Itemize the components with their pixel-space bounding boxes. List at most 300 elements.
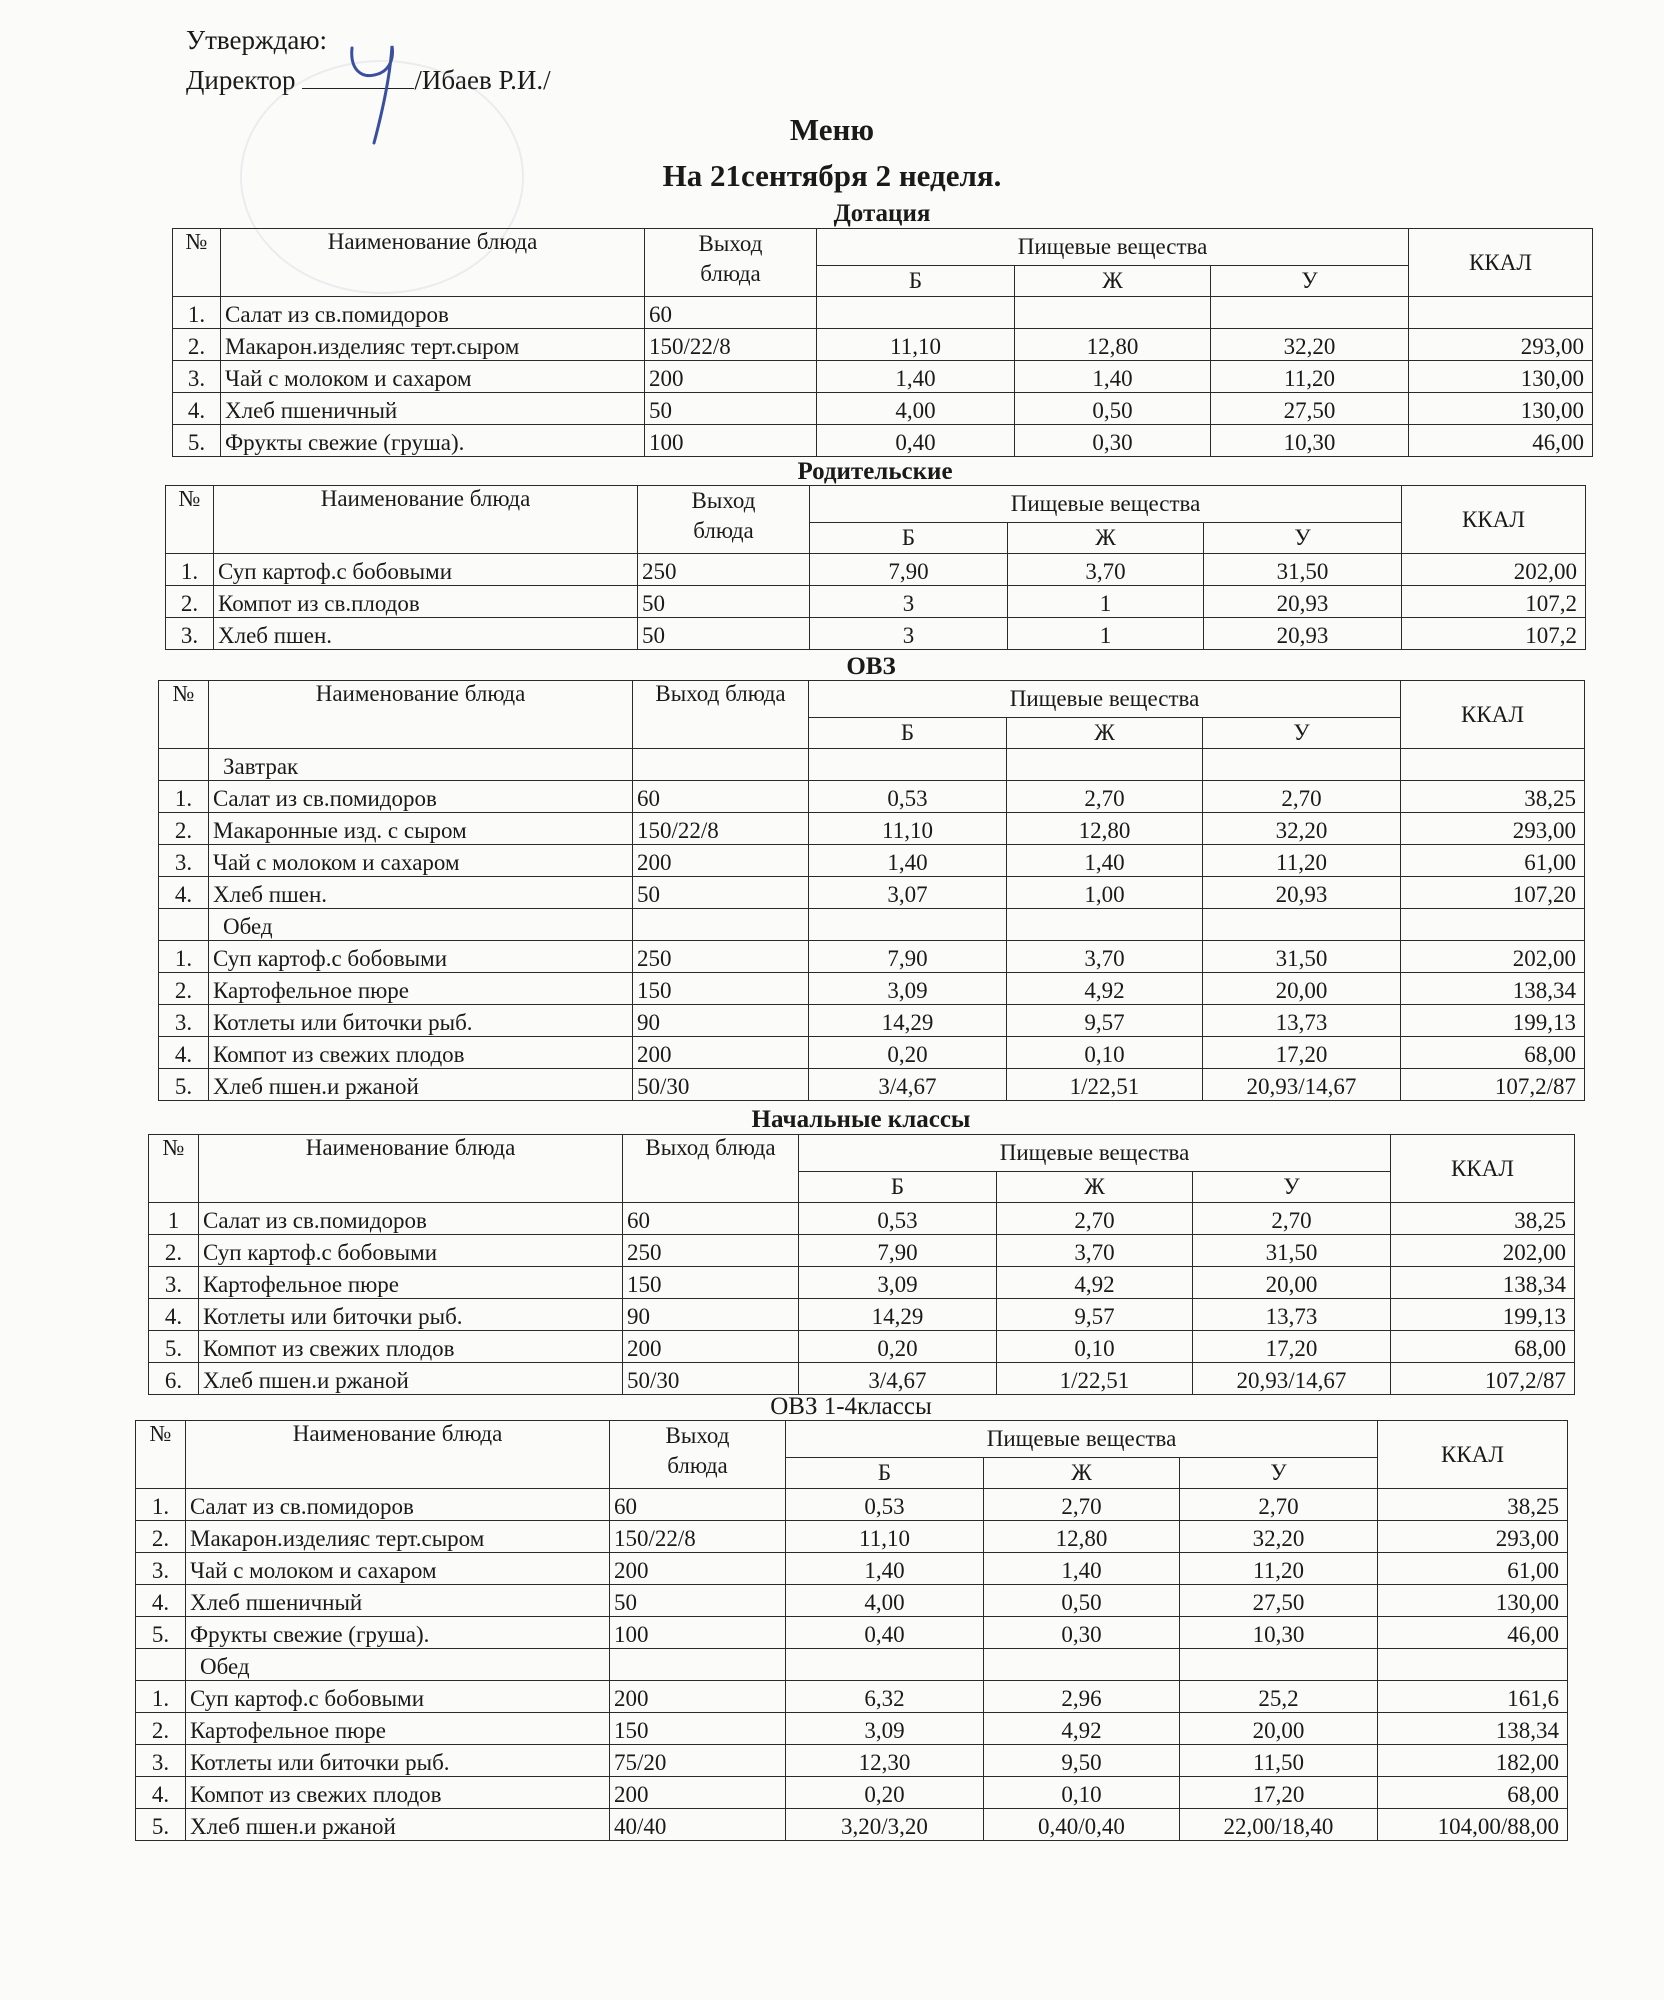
dish-name: Фрукты свежие (груша).: [221, 425, 645, 457]
director-name: /Ибаев Р.И./: [414, 65, 551, 95]
table-row: [166, 586, 1586, 618]
dish-name: Обед: [186, 1649, 610, 1681]
section-title: ОВЗ 1-4классы: [770, 1393, 932, 1420]
row-number: 1.: [173, 297, 221, 329]
protein-value: [786, 1649, 984, 1681]
dish-name: Фрукты свежие (груша).: [186, 1617, 610, 1649]
kcal-value: 61,00: [1378, 1553, 1568, 1585]
kcal-value: 199,13: [1401, 1005, 1585, 1037]
dish-yield: 150/22/8: [645, 329, 817, 361]
table-row: [159, 813, 1585, 845]
row-number: 2.: [136, 1713, 186, 1745]
row-number: 3.: [159, 1005, 209, 1037]
table-row: [136, 1585, 1568, 1617]
kcal-value: 130,00: [1409, 393, 1593, 425]
meal-group-row: [159, 749, 1585, 781]
carb-value: 31,50: [1203, 941, 1401, 973]
col-header-kcal: ККАЛ: [1401, 681, 1585, 749]
dish-yield: 150: [633, 973, 809, 1005]
dish-name: Завтрак: [209, 749, 633, 781]
kcal-value: 107,2: [1402, 618, 1586, 650]
table-row: [173, 297, 1593, 329]
dish-name: Салат из св.помидоров: [209, 781, 633, 813]
col-header-zh: Ж: [1008, 523, 1204, 554]
col-header-name: Наименование блюда: [221, 229, 645, 297]
dish-name: Хлеб пшен.: [214, 618, 638, 650]
fat-value: 1,00: [1007, 877, 1203, 909]
table-row: [149, 1235, 1575, 1267]
fat-value: 9,57: [1007, 1005, 1203, 1037]
table-row: [159, 845, 1585, 877]
table-row: [173, 329, 1593, 361]
kcal-value: 107,2: [1402, 586, 1586, 618]
dish-name: Салат из св.помидоров: [221, 297, 645, 329]
col-header-nutrients: Пищевые вещества: [799, 1135, 1391, 1172]
col-header-u: У: [1193, 1172, 1391, 1203]
dish-yield: 250: [633, 941, 809, 973]
table-row: [136, 1681, 1568, 1713]
col-header-b: Б: [809, 718, 1007, 749]
section-title: Начальные классы: [751, 1106, 971, 1133]
carb-value: 27,50: [1180, 1585, 1378, 1617]
protein-value: 3,09: [786, 1713, 984, 1745]
fat-value: 0,10: [984, 1777, 1180, 1809]
kcal-value: [1378, 1649, 1568, 1681]
table-row: [149, 1363, 1575, 1395]
dish-yield: 200: [610, 1777, 786, 1809]
protein-value: 1,40: [817, 361, 1015, 393]
dish-yield: 60: [623, 1203, 799, 1235]
protein-value: 4,00: [817, 393, 1015, 425]
table-row: [149, 1203, 1575, 1235]
kcal-value: 38,25: [1401, 781, 1585, 813]
dish-yield: 100: [610, 1617, 786, 1649]
table-row: [136, 1713, 1568, 1745]
dish-name: Чай с молоком и сахаром: [221, 361, 645, 393]
carb-value: 20,00: [1203, 973, 1401, 1005]
table-row: [136, 1489, 1568, 1521]
row-number: 5.: [159, 1069, 209, 1101]
dish-name: Макарон.изделияс терт.сыром: [186, 1521, 610, 1553]
dish-yield: 60: [633, 781, 809, 813]
kcal-value: 202,00: [1402, 554, 1586, 586]
dish-yield: 150/22/8: [633, 813, 809, 845]
table-row: [149, 1299, 1575, 1331]
col-header-u: У: [1203, 718, 1401, 749]
fat-value: 0,50: [1015, 393, 1211, 425]
kcal-value: 293,00: [1409, 329, 1593, 361]
fat-value: 1: [1008, 586, 1204, 618]
carb-value: 31,50: [1204, 554, 1402, 586]
fat-value: 0,30: [1015, 425, 1211, 457]
kcal-value: 202,00: [1401, 941, 1585, 973]
row-number: 1: [149, 1203, 199, 1235]
page-subtitle: На 21сентября 2 неделя.: [662, 158, 1002, 193]
kcal-value: 68,00: [1401, 1037, 1585, 1069]
protein-value: 0,40: [817, 425, 1015, 457]
col-header-num: №: [173, 229, 221, 297]
table-row: [136, 1521, 1568, 1553]
director-prefix: Директор: [186, 65, 296, 95]
dish-yield: 250: [623, 1235, 799, 1267]
kcal-value: 46,00: [1378, 1617, 1568, 1649]
dish-yield: 50: [638, 618, 810, 650]
dish-yield: 200: [633, 1037, 809, 1069]
dish-yield: [633, 909, 809, 941]
row-number: 2.: [149, 1235, 199, 1267]
carb-value: 20,93/14,67: [1203, 1069, 1401, 1101]
dish-yield: 200: [633, 845, 809, 877]
kcal-value: 293,00: [1378, 1521, 1568, 1553]
row-number: 6.: [149, 1363, 199, 1395]
table-row: [166, 618, 1586, 650]
dish-name: Суп картоф.с бобовыми: [214, 554, 638, 586]
dish-name: Суп картоф.с бобовыми: [209, 941, 633, 973]
fat-value: 3,70: [1008, 554, 1204, 586]
protein-value: 4,00: [786, 1585, 984, 1617]
protein-value: 11,10: [817, 329, 1015, 361]
carb-value: 11,50: [1180, 1745, 1378, 1777]
fat-value: 1,40: [984, 1553, 1180, 1585]
dish-yield: 90: [623, 1299, 799, 1331]
fat-value: 9,57: [997, 1299, 1193, 1331]
carb-value: 11,20: [1180, 1553, 1378, 1585]
col-header-u: У: [1180, 1458, 1378, 1489]
fat-value: 12,80: [984, 1521, 1180, 1553]
dish-yield: 200: [610, 1681, 786, 1713]
fat-value: 2,70: [1007, 781, 1203, 813]
protein-value: 14,29: [809, 1005, 1007, 1037]
row-number: 5.: [136, 1617, 186, 1649]
row-number: 5.: [136, 1809, 186, 1841]
dish-yield: 100: [645, 425, 817, 457]
kcal-value: 38,25: [1378, 1489, 1568, 1521]
table-row: [136, 1617, 1568, 1649]
fat-value: [1015, 297, 1211, 329]
carb-value: 20,93: [1204, 586, 1402, 618]
col-header-u: У: [1204, 523, 1402, 554]
dish-yield: 60: [645, 297, 817, 329]
dish-name: Картофельное пюре: [209, 973, 633, 1005]
table-row: [173, 361, 1593, 393]
dish-name: Чай с молоком и сахаром: [209, 845, 633, 877]
dish-name: Макарон.изделияс терт.сыром: [221, 329, 645, 361]
dish-name: Хлеб пшеничный: [221, 393, 645, 425]
carb-value: 20,93: [1203, 877, 1401, 909]
dish-yield: 50: [638, 586, 810, 618]
col-header-yield: Выход блюда: [610, 1421, 786, 1489]
protein-value: 1,40: [786, 1553, 984, 1585]
kcal-value: 138,34: [1401, 973, 1585, 1005]
carb-value: 11,20: [1203, 845, 1401, 877]
kcal-value: 68,00: [1378, 1777, 1568, 1809]
col-header-nutrients: Пищевые вещества: [810, 486, 1402, 523]
dish-yield: 50: [610, 1585, 786, 1617]
row-number: 2.: [159, 813, 209, 845]
fat-value: 2,70: [997, 1203, 1193, 1235]
kcal-value: 68,00: [1391, 1331, 1575, 1363]
col-header-zh: Ж: [1015, 266, 1211, 297]
fat-value: 1/22,51: [1007, 1069, 1203, 1101]
dish-name: Котлеты или биточки рыб.: [199, 1299, 623, 1331]
row-number: 2.: [173, 329, 221, 361]
dish-name: Хлеб пшен.и ржаной: [186, 1809, 610, 1841]
section-title: Дотация: [833, 200, 931, 227]
protein-value: 3/4,67: [809, 1069, 1007, 1101]
fat-value: 12,80: [1007, 813, 1203, 845]
row-number: 4.: [136, 1777, 186, 1809]
carb-value: 2,70: [1193, 1203, 1391, 1235]
protein-value: 6,32: [786, 1681, 984, 1713]
protein-value: 7,90: [799, 1235, 997, 1267]
protein-value: 3,20/3,20: [786, 1809, 984, 1841]
fat-value: 4,92: [1007, 973, 1203, 1005]
carb-value: 13,73: [1193, 1299, 1391, 1331]
table-row: [166, 554, 1586, 586]
dish-yield: [633, 749, 809, 781]
row-number: 3.: [159, 845, 209, 877]
dish-name: Суп картоф.с бобовыми: [199, 1235, 623, 1267]
row-number: 4.: [173, 393, 221, 425]
col-header-kcal: ККАЛ: [1409, 229, 1593, 297]
menu-table: [165, 485, 1586, 650]
protein-value: 0,20: [799, 1331, 997, 1363]
dish-yield: 150/22/8: [610, 1521, 786, 1553]
kcal-value: 107,20: [1401, 877, 1585, 909]
protein-value: 3: [810, 618, 1008, 650]
col-header-u: У: [1211, 266, 1409, 297]
protein-value: 0,40: [786, 1617, 984, 1649]
table-row: [159, 973, 1585, 1005]
carb-value: 20,00: [1180, 1713, 1378, 1745]
row-number: 3.: [173, 361, 221, 393]
dish-yield: 200: [645, 361, 817, 393]
carb-value: [1180, 1649, 1378, 1681]
table-header-row: [159, 681, 1585, 718]
row-number: [159, 909, 209, 941]
carb-value: 20,93/14,67: [1193, 1363, 1391, 1395]
table-row: [173, 393, 1593, 425]
kcal-value: 46,00: [1409, 425, 1593, 457]
fat-value: [1007, 749, 1203, 781]
protein-value: 0,53: [809, 781, 1007, 813]
fat-value: 4,92: [984, 1713, 1180, 1745]
dish-name: Котлеты или биточки рыб.: [209, 1005, 633, 1037]
kcal-value: [1409, 297, 1593, 329]
col-header-nutrients: Пищевые вещества: [817, 229, 1409, 266]
carb-value: 20,93: [1204, 618, 1402, 650]
dish-yield: 40/40: [610, 1809, 786, 1841]
protein-value: 7,90: [809, 941, 1007, 973]
col-header-kcal: ККАЛ: [1402, 486, 1586, 554]
carb-value: [1211, 297, 1409, 329]
menu-table: [135, 1420, 1568, 1841]
carb-value: [1203, 749, 1401, 781]
dish-yield: 50: [633, 877, 809, 909]
carb-value: 20,00: [1193, 1267, 1391, 1299]
section-title: ОВЗ: [846, 653, 896, 680]
col-header-num: №: [149, 1135, 199, 1203]
table-row: [159, 877, 1585, 909]
meal-group-row: [159, 909, 1585, 941]
dish-yield: 75/20: [610, 1745, 786, 1777]
row-number: 3.: [149, 1267, 199, 1299]
dish-name: Обед: [209, 909, 633, 941]
col-header-yield: Выход блюда: [645, 229, 817, 297]
carb-value: 32,20: [1180, 1521, 1378, 1553]
col-header-name: Наименование блюда: [214, 486, 638, 554]
dish-name: Котлеты или биточки рыб.: [186, 1745, 610, 1777]
table-header-row: [173, 229, 1593, 266]
carb-value: 2,70: [1203, 781, 1401, 813]
kcal-value: 138,34: [1391, 1267, 1575, 1299]
row-number: 1.: [159, 941, 209, 973]
carb-value: 22,00/18,40: [1180, 1809, 1378, 1841]
approve-label: Утверждаю:: [186, 25, 328, 55]
row-number: 5.: [173, 425, 221, 457]
dish-yield: 200: [610, 1553, 786, 1585]
row-number: 3.: [136, 1553, 186, 1585]
kcal-value: 130,00: [1409, 361, 1593, 393]
carb-value: 27,50: [1211, 393, 1409, 425]
kcal-value: 104,00/88,00: [1378, 1809, 1568, 1841]
col-header-yield: Выход блюда: [623, 1135, 799, 1203]
col-header-zh: Ж: [984, 1458, 1180, 1489]
kcal-value: 202,00: [1391, 1235, 1575, 1267]
col-header-nutrients: Пищевые вещества: [786, 1421, 1378, 1458]
dish-name: Макаронные изд. с сыром: [209, 813, 633, 845]
table-row: [136, 1809, 1568, 1841]
table-row: [136, 1745, 1568, 1777]
row-number: 1.: [166, 554, 214, 586]
carb-value: 25,2: [1180, 1681, 1378, 1713]
dish-name: Хлеб пшеничный: [186, 1585, 610, 1617]
col-header-zh: Ж: [997, 1172, 1193, 1203]
row-number: 5.: [149, 1331, 199, 1363]
carb-value: [1203, 909, 1401, 941]
row-number: 4.: [159, 877, 209, 909]
page-title: Меню: [789, 112, 875, 147]
protein-value: 7,90: [810, 554, 1008, 586]
table-row: [173, 425, 1593, 457]
row-number: 2.: [166, 586, 214, 618]
protein-value: [809, 909, 1007, 941]
dish-name: Компот из свежих плодов: [186, 1777, 610, 1809]
kcal-value: 182,00: [1378, 1745, 1568, 1777]
kcal-value: 199,13: [1391, 1299, 1575, 1331]
col-header-name: Наименование блюда: [186, 1421, 610, 1489]
protein-value: 3/4,67: [799, 1363, 997, 1395]
table-header-row: [149, 1135, 1575, 1172]
dish-name: Хлеб пшен.: [209, 877, 633, 909]
kcal-value: 107,2/87: [1401, 1069, 1585, 1101]
col-header-nutrients: Пищевые вещества: [809, 681, 1401, 718]
protein-value: [809, 749, 1007, 781]
fat-value: 0,10: [1007, 1037, 1203, 1069]
fat-value: 9,50: [984, 1745, 1180, 1777]
fat-value: 1: [1008, 618, 1204, 650]
protein-value: 3: [810, 586, 1008, 618]
fat-value: [1007, 909, 1203, 941]
menu-table: [148, 1134, 1575, 1395]
dish-yield: 150: [623, 1267, 799, 1299]
row-number: [136, 1649, 186, 1681]
dish-yield: 200: [623, 1331, 799, 1363]
row-number: 1.: [136, 1681, 186, 1713]
dish-yield: 50/30: [623, 1363, 799, 1395]
fat-value: 0,30: [984, 1617, 1180, 1649]
col-header-name: Наименование блюда: [199, 1135, 623, 1203]
protein-value: 0,20: [786, 1777, 984, 1809]
col-header-num: №: [166, 486, 214, 554]
menu-table: [158, 680, 1585, 1101]
fat-value: 2,70: [984, 1489, 1180, 1521]
carb-value: 11,20: [1211, 361, 1409, 393]
dish-name: Картофельное пюре: [199, 1267, 623, 1299]
dish-name: Хлеб пшен.и ржаной: [209, 1069, 633, 1101]
fat-value: 3,70: [1007, 941, 1203, 973]
protein-value: 11,10: [809, 813, 1007, 845]
dish-name: Чай с молоком и сахаром: [186, 1553, 610, 1585]
carb-value: 17,20: [1193, 1331, 1391, 1363]
row-number: 4.: [159, 1037, 209, 1069]
col-header-b: Б: [786, 1458, 984, 1489]
carb-value: 32,20: [1203, 813, 1401, 845]
fat-value: 0,50: [984, 1585, 1180, 1617]
table-row: [136, 1553, 1568, 1585]
protein-value: 3,09: [799, 1267, 997, 1299]
kcal-value: 61,00: [1401, 845, 1585, 877]
fat-value: 12,80: [1015, 329, 1211, 361]
col-header-b: Б: [810, 523, 1008, 554]
kcal-value: 161,6: [1378, 1681, 1568, 1713]
table-row: [159, 781, 1585, 813]
protein-value: 0,20: [809, 1037, 1007, 1069]
dish-name: Картофельное пюре: [186, 1713, 610, 1745]
col-header-kcal: ККАЛ: [1391, 1135, 1575, 1203]
col-header-zh: Ж: [1007, 718, 1203, 749]
col-header-name: Наименование блюда: [209, 681, 633, 749]
dish-yield: 90: [633, 1005, 809, 1037]
carb-value: 17,20: [1180, 1777, 1378, 1809]
menu-table: [172, 228, 1593, 457]
table-row: [159, 941, 1585, 973]
row-number: 4.: [149, 1299, 199, 1331]
carb-value: 32,20: [1211, 329, 1409, 361]
protein-value: 11,10: [786, 1521, 984, 1553]
kcal-value: [1401, 749, 1585, 781]
carb-value: 2,70: [1180, 1489, 1378, 1521]
dish-name: Компот из свежих плодов: [199, 1331, 623, 1363]
meal-group-row: [136, 1649, 1568, 1681]
protein-value: 12,30: [786, 1745, 984, 1777]
fat-value: 4,92: [997, 1267, 1193, 1299]
col-header-kcal: ККАЛ: [1378, 1421, 1568, 1489]
table-row: [159, 1069, 1585, 1101]
dish-yield: 50: [645, 393, 817, 425]
dish-yield: 250: [638, 554, 810, 586]
row-number: 1.: [136, 1489, 186, 1521]
protein-value: 0,53: [799, 1203, 997, 1235]
protein-value: [817, 297, 1015, 329]
table-row: [159, 1037, 1585, 1069]
col-header-num: №: [136, 1421, 186, 1489]
col-header-num: №: [159, 681, 209, 749]
kcal-value: 130,00: [1378, 1585, 1568, 1617]
kcal-value: [1401, 909, 1585, 941]
carb-value: 10,30: [1211, 425, 1409, 457]
col-header-yield: Выход блюда: [638, 486, 810, 554]
